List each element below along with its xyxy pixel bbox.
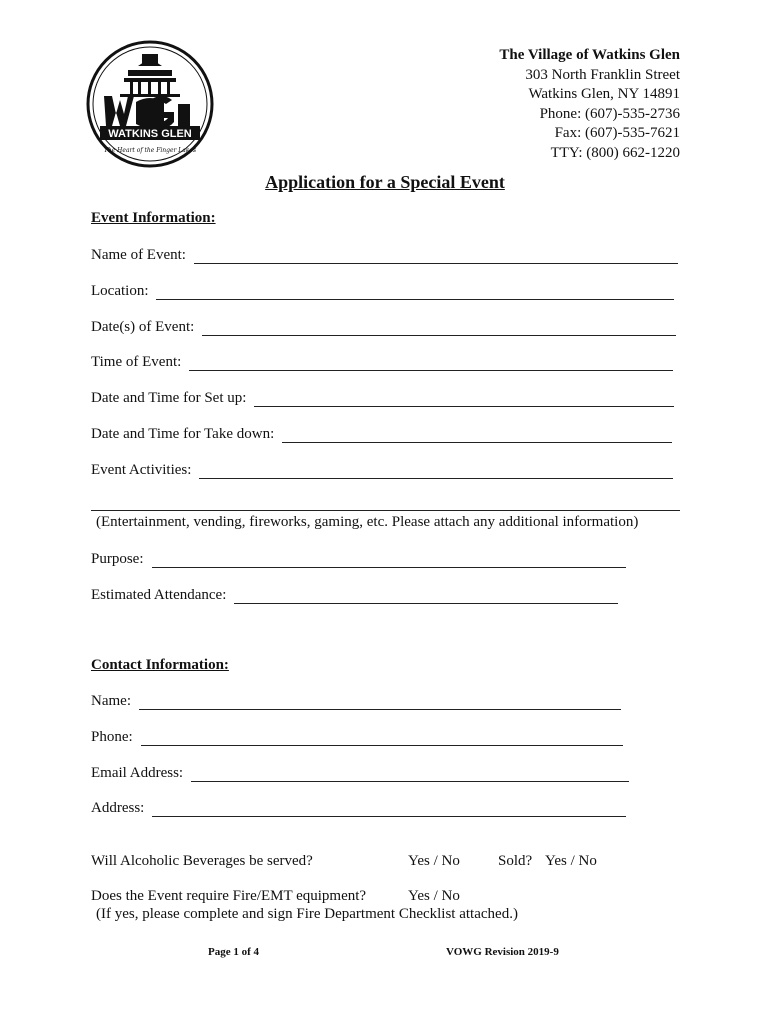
attendance-line[interactable] — [234, 589, 618, 604]
attendance-label: Estimated Attendance: — [91, 587, 227, 603]
activities-field[interactable] — [91, 459, 673, 479]
village-logo — [86, 40, 214, 168]
page-number: Page 1 of 4 — [208, 946, 260, 958]
location-field[interactable] — [91, 280, 674, 300]
street-address: 303 North Franklin Street — [525, 66, 680, 83]
fax-number: Fax: (607)-535-7621 — [554, 125, 680, 142]
takedown-line[interactable] — [282, 428, 672, 443]
fire-emt-yes-no[interactable]: Yes / No — [408, 888, 460, 904]
sold-yes-no[interactable]: Yes / No — [545, 853, 597, 869]
setup-line[interactable] — [254, 392, 674, 407]
event-time-line[interactable] — [189, 356, 673, 371]
contact-name-line[interactable] — [139, 695, 621, 710]
city-state-zip: Watkins Glen, NY 14891 — [528, 86, 680, 103]
contact-address-label: Address: — [91, 800, 145, 816]
contact-phone-line[interactable] — [141, 731, 623, 746]
takedown-label: Date and Time for Take down: — [91, 426, 275, 442]
tty-number: TTY: (800) 662-1220 — [550, 144, 680, 161]
email-label: Email Address: — [91, 765, 184, 781]
location-line[interactable] — [156, 285, 674, 300]
event-name-line[interactable] — [194, 249, 678, 264]
contact-address-field[interactable] — [91, 797, 626, 817]
purpose-line[interactable] — [152, 553, 626, 568]
logo-name-text: WATKINS GLEN — [108, 128, 192, 140]
setup-field[interactable] — [91, 387, 674, 407]
event-dates-field[interactable] — [91, 316, 676, 336]
address-block — [499, 46, 680, 164]
event-name-label: Name of Event: — [91, 247, 186, 263]
attendance-field[interactable] — [91, 584, 618, 604]
alcohol-yes-no[interactable]: Yes / No — [408, 853, 460, 869]
contact-phone-label: Phone: — [91, 729, 133, 745]
location-label: Location: — [91, 283, 149, 299]
event-dates-line[interactable] — [202, 321, 676, 336]
activities-line[interactable] — [199, 464, 673, 479]
email-field[interactable] — [91, 762, 629, 782]
phone-number: Phone: (607)-535-2736 — [539, 105, 680, 122]
setup-label: Date and Time for Set up: — [91, 390, 247, 406]
fire-emt-question: Does the Event require Fire/EMT equipment? — [91, 888, 367, 904]
activities-extra-line[interactable] — [91, 510, 680, 511]
contact-info-heading: Contact Information: — [91, 657, 229, 673]
activities-label: Event Activities: — [91, 462, 192, 478]
revision-label: VOWG Revision 2019-9 — [446, 946, 559, 958]
event-time-label: Time of Event: — [91, 354, 182, 370]
logo-tagline: The Heart of the Finger Lakes — [103, 147, 197, 154]
contact-name-label: Name: — [91, 693, 131, 709]
contact-phone-field[interactable] — [91, 726, 623, 746]
form-title: Application for a Special Event — [265, 172, 505, 192]
purpose-label: Purpose: — [91, 551, 144, 567]
alcohol-question: Will Alcoholic Beverages be served? — [91, 853, 313, 869]
sold-label: Sold? — [498, 853, 533, 869]
org-name: The Village of Watkins Glen — [499, 47, 680, 63]
contact-address-line[interactable] — [152, 802, 626, 817]
takedown-field[interactable] — [91, 423, 672, 443]
event-time-field[interactable] — [91, 351, 673, 371]
event-name-field[interactable] — [91, 244, 678, 264]
logo-est: 1842 — [145, 65, 155, 70]
purpose-field[interactable] — [91, 548, 626, 568]
fire-checklist-note: (If yes, please complete and sign Fire Department Checklist attached.) — [96, 906, 518, 922]
event-info-heading: Event Information: — [91, 210, 216, 226]
email-line[interactable] — [191, 767, 629, 782]
contact-name-field[interactable] — [91, 690, 621, 710]
event-dates-label: Date(s) of Event: — [91, 319, 195, 335]
activities-note: (Entertainment, vending, fireworks, gaming, etc. Please attach any additional information) — [96, 514, 639, 530]
